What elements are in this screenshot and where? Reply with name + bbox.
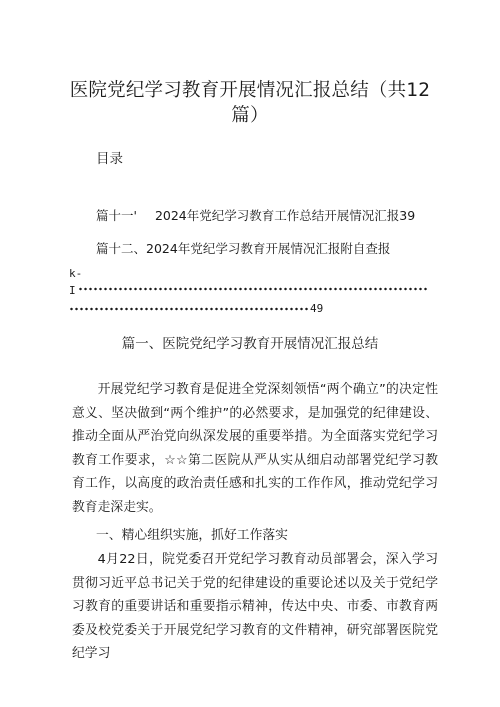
toc-entry-number: 篇十二、 [96,241,147,256]
toc-leader-dots [78,287,428,291]
document-title-line-1: 医院党纪学习教育开展情况汇报总结（共12 [69,80,431,101]
section-title: 篇一、医院党纪学习教育开展情况汇报总结 [121,336,379,352]
body-paragraph-1: 开展党纪学习教育是促进全党深刻领悟“两个确立”的决定性意义、坚决做到“两个维护”的必然要求，是加强党的纪律建设、推动全面从严治党向纵深发展的重要举措。为全面落实党纪学习教育工作要求，☆☆第二医院从严从实从细启动部署党纪学习教育工作，以高度的政治责任感和扎实的工作作风，推动党纪学习教育走深走实。 [72,382,438,515]
toc-entry-number: 篇十一' [96,208,137,223]
toc-entry-text: 2024年党纪学习教育工作总结开展情况汇报39 [154,208,416,223]
document-title-line-2: 篇） [231,105,269,126]
body-paragraph-2: 4月22日，院党委召开党纪学习教育动员部署会，深入学习贯彻习近平总书记关于党的纪律建设的重要论述以及关于党纪学习教育的重要讲话和重要指示精神，传达中央、市委、市教育两委及校党委关于开展党纪学习教育的文件精神，研究部署医院党纪学习 [72,552,438,661]
toc-entry-11[interactable] [96,206,415,224]
toc-page-number: 49 [310,302,324,315]
toc-leader-dots-continued [69,307,309,311]
toc-marker-k: k- [69,267,83,280]
toc-entry-12[interactable] [96,239,390,257]
toc-marker-i: I [69,284,76,297]
subheading-1: 一、精心组织实施，抓好工作落实 [96,528,288,543]
toc-entry-text: 2024年党纪学习教育开展情况汇报附自查报 [146,241,391,256]
document-title [60,78,440,128]
toc-heading: 目录 [96,151,123,167]
